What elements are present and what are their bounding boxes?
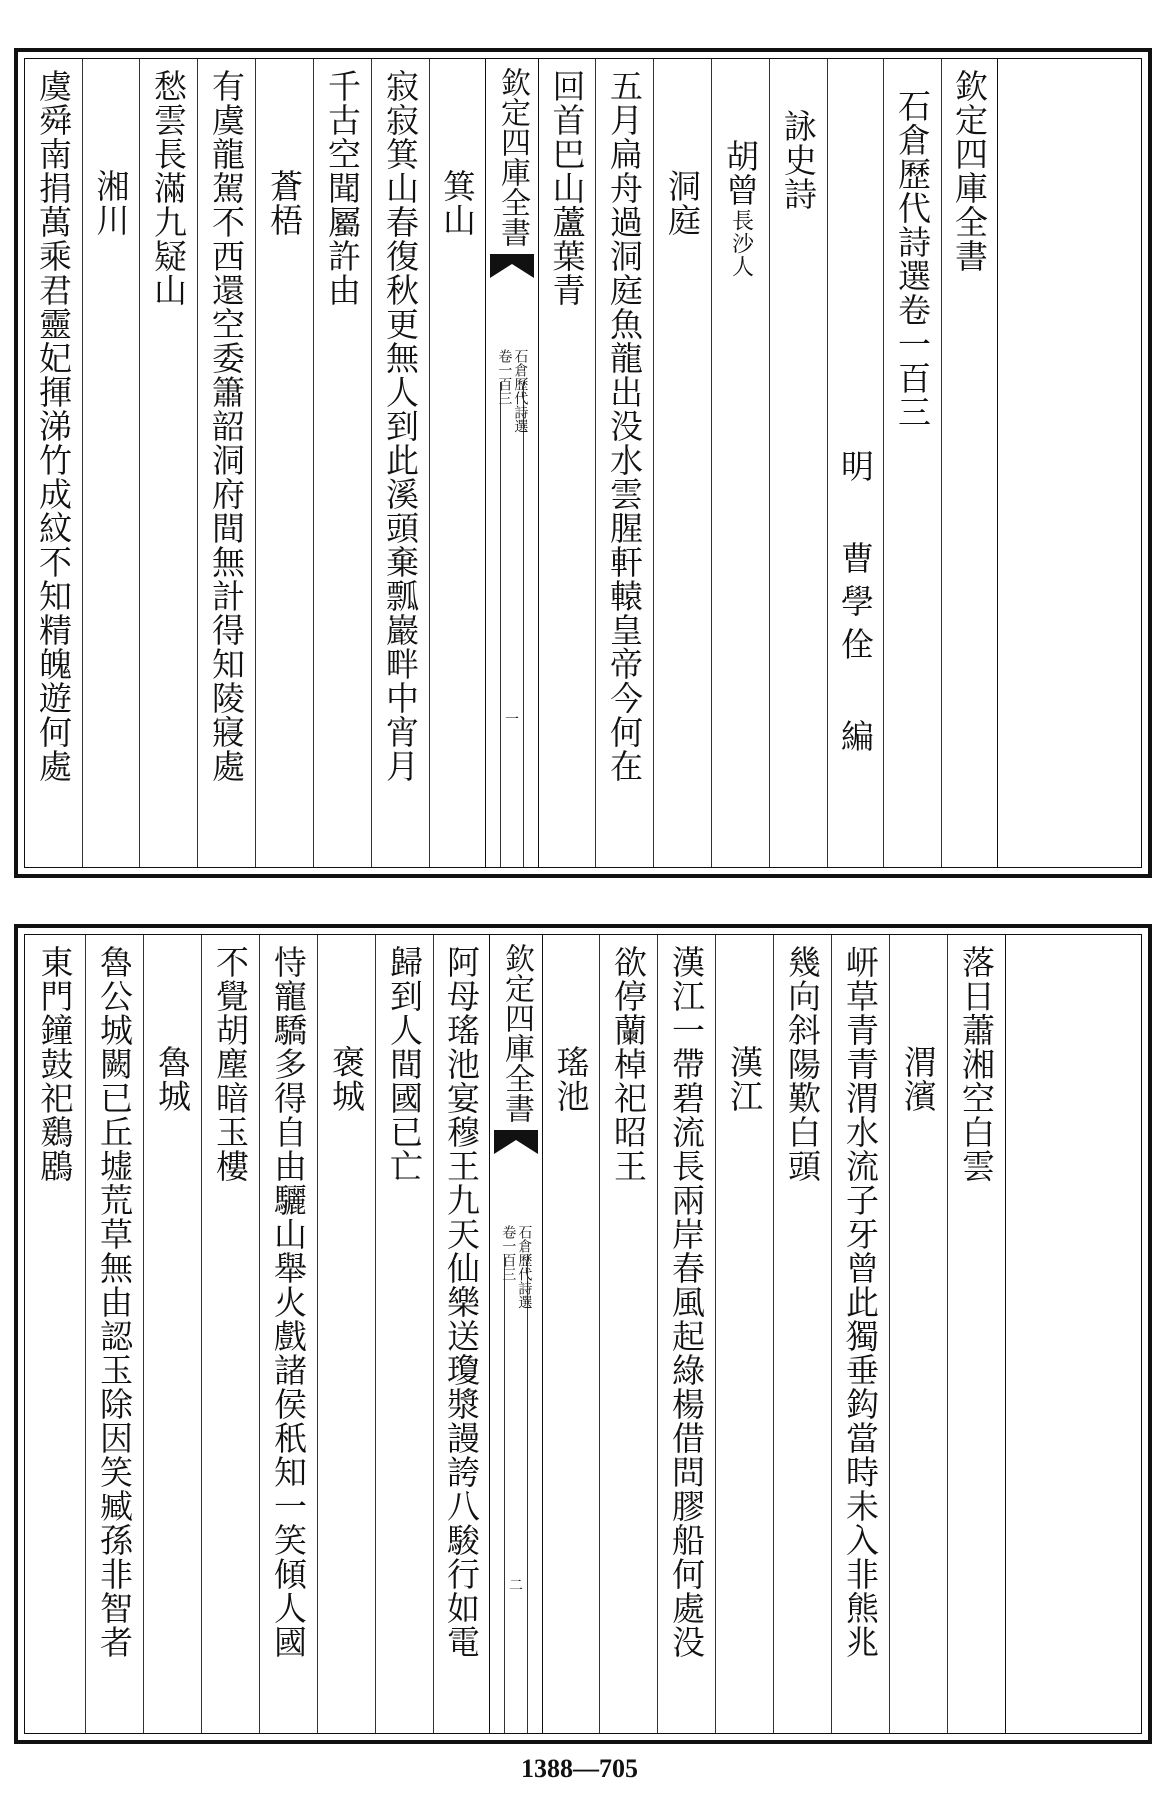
poem-line: 落日蕭湘空白雲 (957, 945, 996, 1183)
poem-line: 寂寂箕山春復秋更無人到此溪頭棄瓢巖畔中宵月 (381, 69, 420, 783)
text-column (715, 935, 773, 1733)
text-column (539, 59, 595, 867)
center-collection-title: 石倉歷代詩選 (512, 349, 529, 433)
poem-title: 漢江 (725, 1045, 764, 1113)
text-column (711, 59, 769, 867)
text-column (827, 59, 883, 867)
poem-title: 渭濱 (899, 1045, 938, 1113)
center-page-number: 一 (505, 712, 519, 728)
center-guide-lines (500, 382, 524, 867)
text-column (543, 935, 599, 1733)
text-column (143, 935, 201, 1733)
center-fold-column (485, 59, 539, 867)
center-guide-lines (504, 1254, 528, 1733)
fishtail-mark-icon (494, 1130, 538, 1154)
text-column (947, 935, 1005, 1733)
poem-title: 箕山 (438, 169, 477, 237)
center-collection-title: 石倉歷代詩選 (516, 1225, 533, 1309)
text-column (139, 59, 197, 867)
top-page-frame (14, 48, 1152, 878)
poem-line: 有虞龍駕不西還空委簫韶洞府間無計得知陵寢處 (207, 69, 246, 783)
poem-line: 欲停蘭棹祀昭王 (609, 945, 648, 1183)
poem-title: 蒼梧 (265, 169, 304, 237)
center-volume-label: 卷一百三 (500, 1225, 517, 1281)
page-number: 1388—705 (521, 1754, 638, 1783)
blank-margin (1005, 935, 1145, 1733)
poem-line: 五月扁舟過洞庭魚龍出没水雲腥軒轅皇帝今何在 (605, 69, 644, 783)
blank-margin (997, 59, 1145, 867)
text-column (313, 59, 371, 867)
text-column (259, 935, 317, 1733)
text-column (85, 935, 143, 1733)
center-volume-label: 卷一百三 (496, 349, 513, 405)
text-column (429, 59, 485, 867)
bottom-page-frame (14, 924, 1152, 1744)
poem-line: 幾向斜陽歎白頭 (783, 945, 822, 1183)
text-column (831, 935, 889, 1733)
compiler-credit: 明 曹學佺 編 (836, 449, 875, 762)
top-page-inner-border (24, 58, 1142, 868)
poem-title: 瑤池 (551, 1045, 591, 1113)
poem-line: 漢江一帶碧流長兩岸春風起綠楊借問膠船何處没 (667, 945, 706, 1659)
poem-line: 虞舜南捐萬乘君靈妃揮涕竹成紋不知精魄遊何處 (34, 69, 73, 783)
poem-title: 洞庭 (663, 169, 702, 237)
text-column (82, 59, 139, 867)
poem-line: 阿母瑤池宴穆王九天仙樂送瓊漿謾誇八駿行如電 (442, 945, 481, 1659)
text-column (25, 935, 85, 1733)
text-column (657, 935, 715, 1733)
text-column (595, 59, 653, 867)
author-origin-note: 長沙人 (728, 209, 754, 278)
text-column (889, 935, 947, 1733)
section-heading: 詠史詩 (779, 109, 818, 211)
poem-line: 魯公城闕已丘墟荒草無由認玉除因笑臧孫非智者 (95, 945, 134, 1659)
volume-title: 石倉歷代詩選卷一百三 (893, 89, 932, 429)
bottom-page-inner-border (24, 934, 1142, 1734)
text-column (197, 59, 255, 867)
poem-line: 不覺胡塵暗玉樓 (211, 945, 250, 1183)
poem-line: 恃寵驕多得自由驪山舉火戲諸侯秖知一笑傾人國 (269, 945, 308, 1659)
poem-line: 東門鐘鼓祀鶢鶋 (35, 945, 75, 1183)
text-column (375, 935, 433, 1733)
center-fold-column (489, 935, 543, 1733)
center-book-title: 欽定四庫全書 (495, 67, 530, 247)
book-title: 欽定四庫全書 (950, 69, 989, 273)
text-column (433, 935, 489, 1733)
poem-line: 回首巴山蘆葉青 (547, 69, 587, 307)
center-page-number: 二 (509, 1578, 523, 1594)
author-name: 胡曾 (721, 139, 760, 207)
text-column (883, 59, 941, 867)
poem-line: 岍草青青渭水流子牙曾此獨垂鈎當時未入非熊兆 (841, 945, 880, 1659)
poem-title: 湘川 (91, 169, 131, 237)
text-column (773, 935, 831, 1733)
text-column (255, 59, 313, 867)
poem-line: 千古空聞屬許由 (323, 69, 362, 307)
text-column (599, 935, 657, 1733)
poem-title: 褒城 (327, 1045, 366, 1113)
center-book-title: 欽定四庫全書 (499, 943, 534, 1123)
text-column (201, 935, 259, 1733)
text-column (25, 59, 82, 867)
text-column (317, 935, 375, 1733)
text-column (769, 59, 827, 867)
text-column (941, 59, 997, 867)
text-column (371, 59, 429, 867)
fishtail-mark-icon (490, 254, 534, 278)
text-column (653, 59, 711, 867)
poem-title: 魯城 (153, 1045, 192, 1113)
poem-line: 愁雲長滿九疑山 (149, 69, 188, 307)
poem-line: 歸到人間國已亡 (385, 945, 424, 1183)
